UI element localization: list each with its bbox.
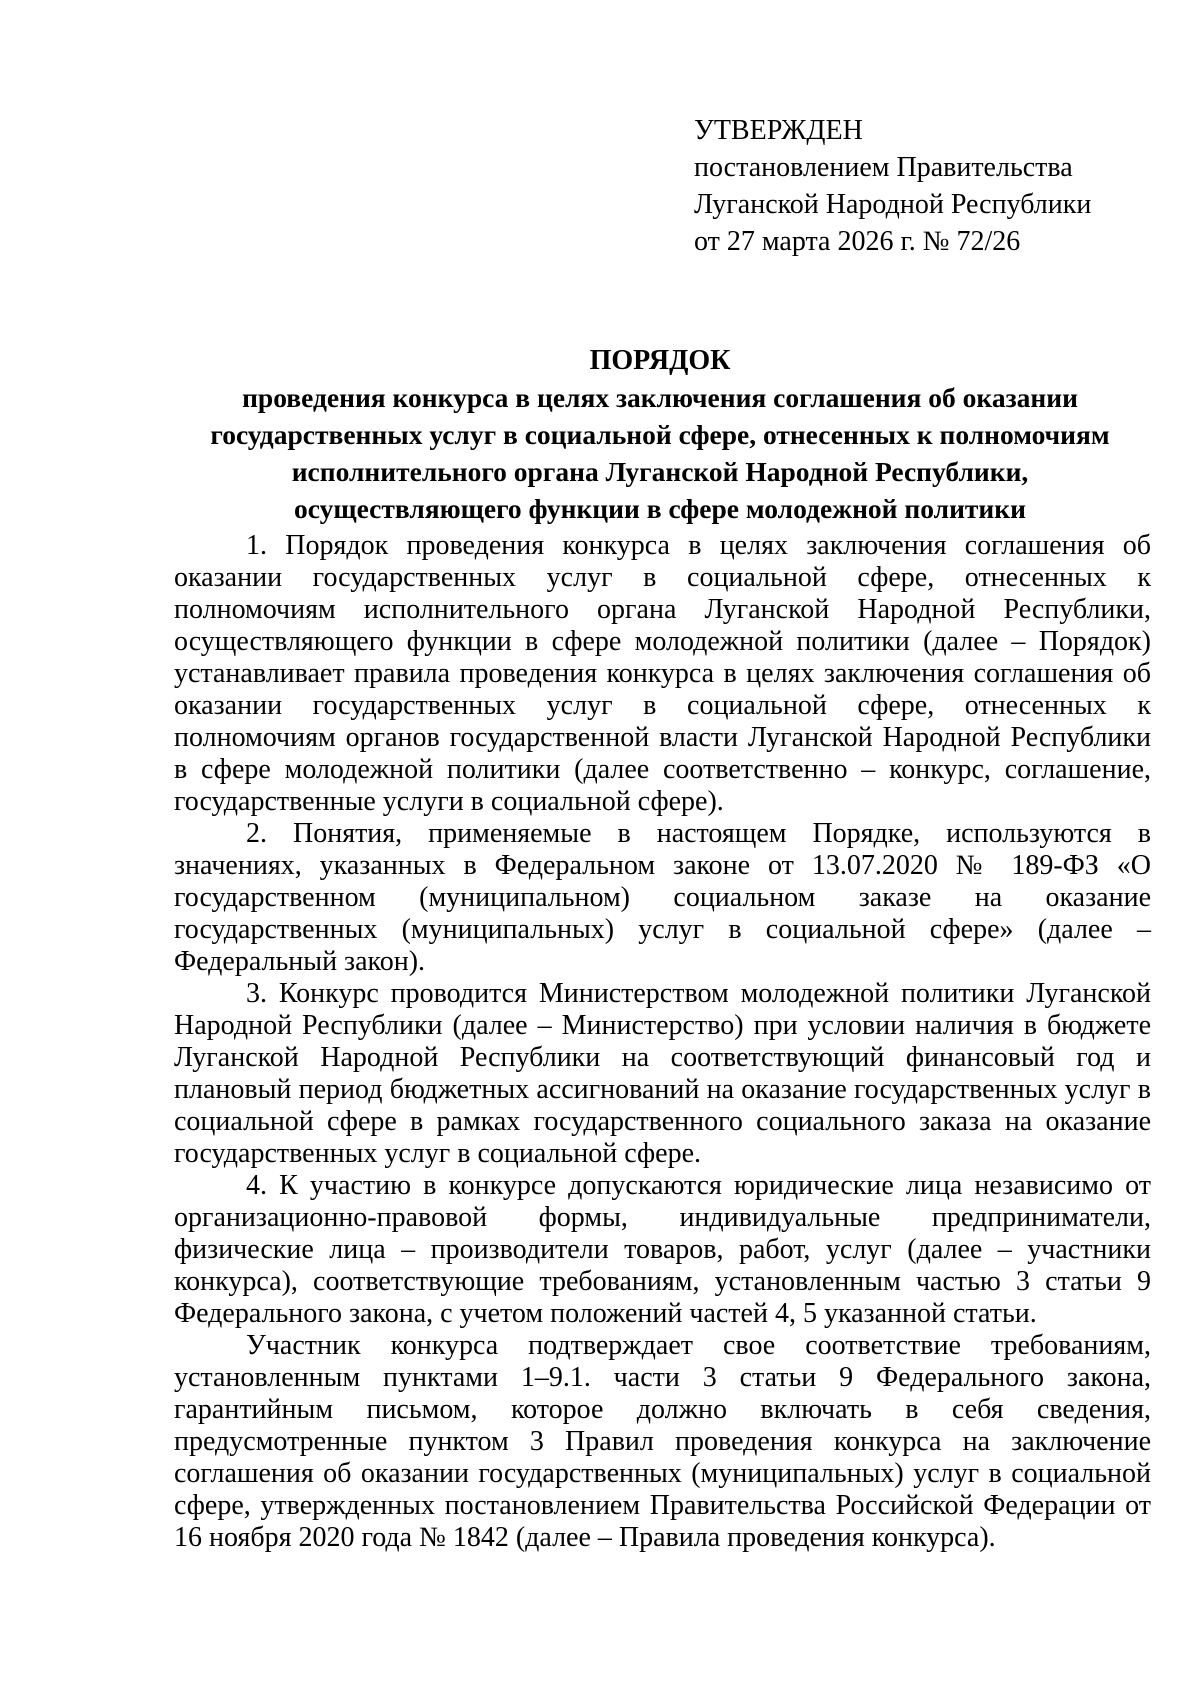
document-title xyxy=(160,342,1160,527)
title-line: государственных услуг в социальной сфере, отнесенных к полномочиям xyxy=(210,419,1110,450)
approval-line: Луганской Народной Республики xyxy=(694,189,1092,220)
approval-heading: УТВЕРЖДЕН xyxy=(694,115,863,146)
title-line: проведения конкурса в целях заключения соглашения об оказании xyxy=(242,382,1078,413)
paragraph-2: 2. Понятия, применяемые в настоящем Порядке, используются в значениях, указанных в Федеральном законе от 13.07.2020 № 189-ФЗ «О государственном (муниципальном) социальном заказе на оказание государственных (муниципальных) услуг в социальной сфере» (далее – Федеральный закон). xyxy=(174,818,1151,977)
title-main: ПОРЯДОК xyxy=(589,345,731,376)
approval-date-number: от 27 марта 2026 г. № 72/26 xyxy=(694,226,1021,257)
paragraph-3: 3. Конкурс проводится Министерством молодежной политики Луганской Народной Республики (далее – Министерство) при условии наличия в бюджете Луганской Народной Республики на соответствующий финансовый год и плановый период бюджетных ассигнований на оказание государственных услуг в социальной сфере в рамках государственного социального заказа на оказание государственных услуг в социальной сфере. xyxy=(174,978,1151,1169)
approval-stamp xyxy=(694,112,1091,260)
title-line: исполнительного органа Луганской Народной Республики, xyxy=(291,456,1029,487)
paragraph-4: 4. К участию в конкурсе допускаются юридические лица независимо от организационно-правовой формы, индивидуальные предприниматели, физические лица – производители товаров, работ, услуг (далее – участники конкурса), соответствующие требованиям, установленным частью 3 статьи 9 Федерального закона, с учетом положений частей 4, 5 указанной статьи. xyxy=(174,1170,1151,1329)
document-body xyxy=(174,530,1151,1554)
paragraph-1: 1. Порядок проведения конкурса в целях заключения соглашения об оказании государственных услуг в социальной сфере, отнесенных к полномочиям исполнительного органа Луганской Народной Республики, осуществляющего функции в сфере молодежной политики (далее – Порядок) устанавливает правила проведения конкурса в целях заключения соглашения об оказании государственных услуг в социальной сфере, отнесенных к полномочиям органов государственной власти Луганской Народной Республики в сфере молодежной политики (далее соответственно – конкурс, соглашение, государственные услуги в социальной сфере). xyxy=(174,530,1151,817)
approval-line: постановлением Правительства xyxy=(694,152,1073,183)
title-line: осуществляющего функции в сфере молодежной политики xyxy=(294,493,1026,524)
paragraph-4-continued: Участник конкурса подтверждает свое соответствие требованиям, установленным пунктами 1–9.1. части 3 статьи 9 Федерального закона, гарантийным письмом, которое должно включать в себя сведения, предусмотренные пунктом 3 Правил проведения конкурса на заключение соглашения об оказании государственных (муниципальных) услуг в социальной сфере, утвержденных постановлением Правительства Российской Федерации от 16 ноября 2020 года № 1842 (далее – Правила проведения конкурса). xyxy=(174,1330,1151,1553)
